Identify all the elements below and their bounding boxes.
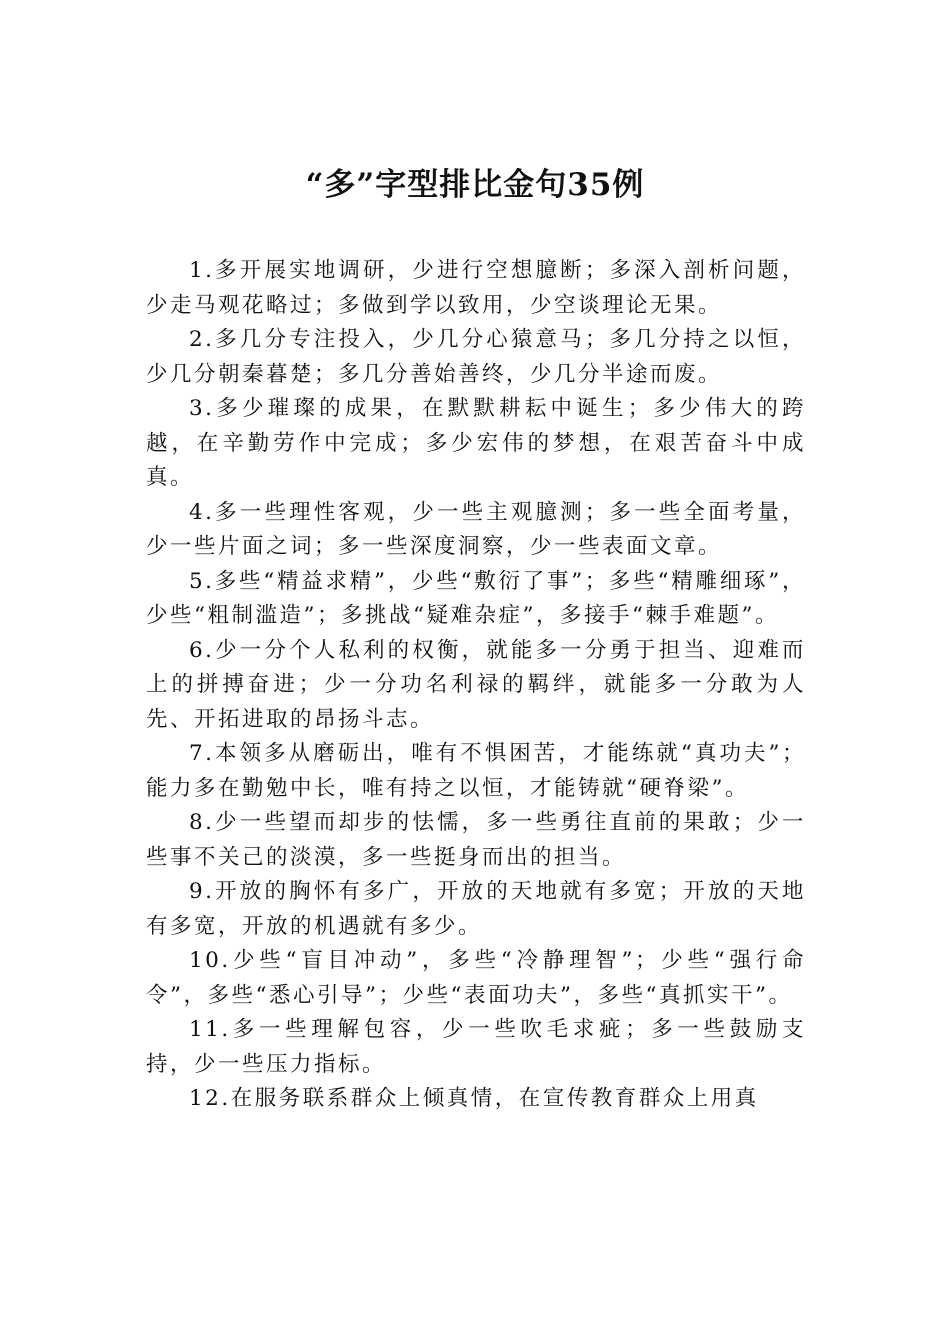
paragraph-11: 11.多一些理解包容，少一些吹毛求疵；多一些鼓励支持，少一些压力指标。: [146, 1017, 806, 1077]
paragraph-8: 8.少一些望而却步的怯懦，多一些勇往直前的果敢；少一些事不关己的淡漠，多一些挺身而出的担当。: [146, 810, 806, 870]
paragraph-9: 9.开放的胸怀有多广，开放的天地就有多宽；开放的天地有多宽，开放的机遇就有多少。: [146, 879, 806, 939]
paragraph-12: 12.在服务联系群众上倾真情，在宣传教育群众上用真: [189, 1086, 759, 1111]
document-body: [146, 254, 806, 1117]
paragraph-4: 4.多一些理性客观，少一些主观臆测；多一些全面考量，少一些片面之词；多一些深度洞察，少一些表面文章。: [146, 499, 806, 559]
paragraph-7: 7.本领多从磨砺出，唯有不惧困苦，才能练就“真功夫”；能力多在勤勉中长，唯有持之以恒，才能铸就“硬脊梁”。: [146, 741, 806, 801]
paragraph-5: 5.多些“精益求精”，少些“敷衍了事”；多些“精雕细琢”，少些“粗制滥造”；多挑战“疑难杂症”，多接手“棘手难题”。: [146, 568, 806, 628]
paragraph-6: 6.少一分个人私利的权衡，就能多一分勇于担当、迎难而上的拼搏奋进；少一分功名利禄的羁绊，就能多一分敢为人先、开拓进取的昂扬斗志。: [146, 637, 806, 732]
paragraph-10: 10.少些“盲目冲动”，多些“冷静理智”；少些“强行命令”，多些“悉心引导”；少些“表面功夫”，多些“真抓实干”。: [146, 948, 806, 1008]
paragraph-1: 1.多开展实地调研，少进行空想臆断；多深入剖析问题，少走马观花略过；多做到学以致用，少空谈理论无果。: [146, 258, 806, 318]
paragraph-3: 3.多少璀璨的成果，在默默耕耘中诞生；多少伟大的跨越，在辛勤劳作中完成；多少宏伟的梦想，在艰苦奋斗中成真。: [146, 396, 806, 490]
document-title: “多”字型排比金句35例: [305, 167, 645, 203]
paragraph-2: 2.多几分专注投入，少几分心猿意马；多几分持之以恒，少几分朝秦暮楚；多几分善始善终，少几分半途而废。: [146, 327, 806, 387]
